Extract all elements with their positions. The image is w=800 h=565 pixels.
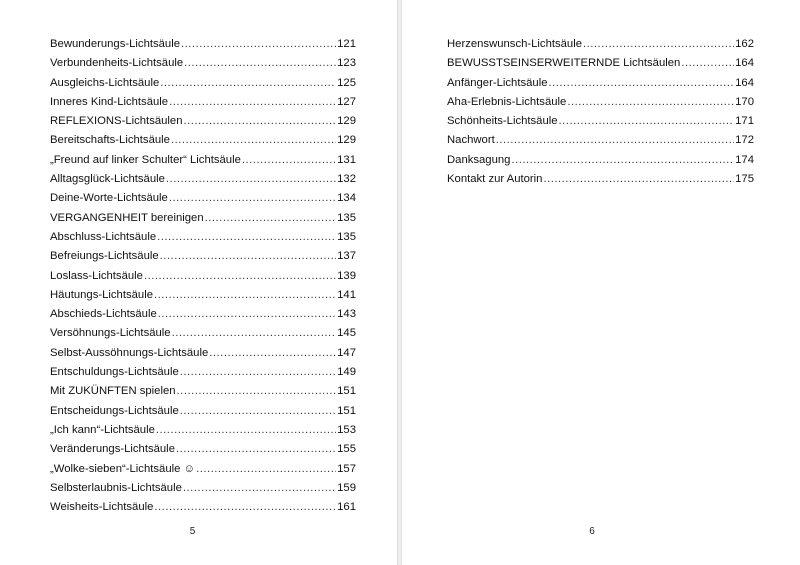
- toc-entry-page: 157: [337, 462, 356, 475]
- toc-entry: [50, 479, 356, 498]
- toc-entry-title: Selbsterlaubnis-Lichtsäule: [50, 481, 182, 494]
- toc-entry-title: Versöhnungs-Lichtsäule: [50, 327, 171, 340]
- toc-entry: [50, 421, 356, 440]
- toc-entry-page: 145: [337, 327, 356, 340]
- toc-entry-title: „Wolke-sieben“-Lichtsäule ☺: [50, 462, 196, 475]
- toc-dot-leader: [158, 305, 336, 324]
- toc-entry-title: REFLEXIONS-Lichtsäulen: [50, 115, 183, 128]
- toc-entry: [447, 74, 754, 93]
- toc-entry: [447, 93, 754, 112]
- toc-entry: [50, 189, 356, 208]
- toc-dot-leader: [496, 131, 734, 150]
- toc-dot-leader: [511, 151, 734, 170]
- toc-dot-leader: [559, 112, 735, 131]
- left-page: [0, 0, 397, 565]
- toc-entry: [50, 131, 356, 150]
- toc-entry-page: 137: [337, 250, 356, 263]
- toc-entry-title: Selbst-Aussöhnungs-Lichtsäule: [50, 346, 209, 359]
- toc-entry-page: 159: [337, 481, 356, 494]
- toc-entry-title: „Ich kann“-Lichtsäule: [50, 423, 155, 436]
- toc-dot-leader: [160, 247, 337, 266]
- toc-entry-page: 123: [337, 57, 356, 70]
- toc-entry: [50, 54, 356, 73]
- toc-entry-page: 121: [337, 38, 356, 50]
- toc-dot-leader: [171, 131, 336, 150]
- toc-entry-page: 172: [735, 134, 754, 147]
- toc-entry-page: 170: [735, 95, 754, 108]
- toc-entry: [50, 402, 356, 421]
- toc-dot-leader: [154, 498, 336, 517]
- toc-dot-leader: [157, 228, 336, 247]
- toc-dot-leader: [196, 460, 336, 479]
- toc-entry: [447, 170, 754, 189]
- toc-entry-title: Veränderungs-Lichtsäule: [50, 443, 175, 456]
- toc-entry-page: 155: [337, 443, 356, 456]
- toc-entry-title: Befreiungs-Lichtsäule: [50, 250, 159, 263]
- toc-entry-page: 164: [735, 76, 754, 89]
- toc-entry-page: 174: [735, 153, 754, 166]
- toc-entry: [447, 131, 754, 150]
- toc-dot-leader: [205, 209, 337, 228]
- toc-entry-page: 161: [337, 501, 356, 514]
- toc-entry: [447, 35, 754, 54]
- toc-entry-title: „Freund auf linker Schulter“ Lichtsäule: [50, 153, 241, 166]
- toc-entry: [50, 247, 356, 266]
- toc-entry: [50, 286, 356, 305]
- toc-dot-leader: [176, 440, 336, 459]
- toc-dot-leader: [583, 35, 734, 54]
- toc-entry-page: 143: [337, 308, 356, 321]
- toc-dot-leader: [548, 74, 734, 93]
- page-number-left: 5: [189, 526, 196, 537]
- toc-entry-title: VERGANGENHEIT bereinigen: [50, 211, 204, 224]
- toc-dot-leader: [180, 402, 336, 421]
- toc-entry-title: Danksagung: [447, 153, 511, 166]
- toc-entry-title: Nachwort: [447, 134, 495, 147]
- toc-entry-title: Mit ZUKÜNFTEN spielen: [50, 385, 176, 398]
- toc-dot-leader: [144, 267, 336, 286]
- toc-entry-page: 135: [337, 211, 356, 224]
- toc-entry-title: Ausgleichs-Lichtsäule: [50, 76, 160, 89]
- toc-entry: [50, 498, 356, 517]
- toc-entry-page: 164: [735, 57, 754, 70]
- toc-entry: [50, 267, 356, 286]
- toc-entry-title: BEWUSSTSEINSERWEITERNDE Lichtsäulen: [447, 57, 681, 70]
- toc-entry-title: Entschuldungs-Lichtsäule: [50, 366, 179, 379]
- toc-entry-page: 141: [337, 288, 356, 301]
- toc-entry-page: 129: [337, 134, 356, 147]
- toc-dot-leader: [172, 324, 337, 343]
- toc-dot-leader: [180, 363, 336, 382]
- toc-dot-leader: [154, 286, 336, 305]
- toc-entry-page: 175: [735, 173, 754, 186]
- toc-entry-page: 132: [337, 173, 356, 186]
- toc-dot-leader: [183, 479, 336, 498]
- toc-dot-leader: [183, 112, 336, 131]
- toc-entry-title: Bewunderungs-Lichtsäule: [50, 38, 180, 50]
- toc-entry: [50, 209, 356, 228]
- toc-entry-page: 171: [735, 115, 754, 128]
- toc-dot-leader: [169, 189, 336, 208]
- toc-entry: [50, 93, 356, 112]
- toc-entry: [447, 54, 754, 73]
- toc-entry: [50, 324, 356, 343]
- toc-entry: [50, 170, 356, 189]
- toc-entry-page: 131: [337, 153, 356, 166]
- toc-entry-title: Abschieds-Lichtsäule: [50, 308, 157, 321]
- toc-entry-title: Inneres Kind-Lichtsäule: [50, 95, 169, 108]
- toc-entry-page: 139: [337, 269, 356, 282]
- toc-entry-title: Weisheits-Lichtsäule: [50, 501, 154, 514]
- toc-entry-title: Verbundenheits-Lichtsäule: [50, 57, 184, 70]
- toc-entry: [50, 344, 356, 363]
- toc-list-left: [50, 35, 356, 517]
- toc-dot-leader: [166, 170, 336, 189]
- toc-entry-page: 149: [337, 366, 356, 379]
- toc-entry-page: 125: [337, 76, 356, 89]
- toc-entry: [50, 440, 356, 459]
- toc-entry-page: 162: [735, 38, 754, 50]
- toc-entry-page: 151: [337, 404, 356, 417]
- toc-entry-page: 134: [337, 192, 356, 205]
- toc-entry-title: Häutungs-Lichtsäule: [50, 288, 153, 301]
- toc-dot-leader: [156, 421, 336, 440]
- toc-dot-leader: [242, 151, 336, 170]
- toc-entry: [447, 112, 754, 131]
- toc-entry-title: Aha-Erlebnis-Lichtsäule: [447, 95, 567, 108]
- toc-entry-title: Herzenswunsch-Lichtsäule: [447, 38, 582, 50]
- toc-dot-leader: [169, 93, 336, 112]
- toc-dot-leader: [181, 35, 336, 54]
- toc-entry-page: 127: [337, 95, 356, 108]
- toc-entry-title: Schönheits-Lichtsäule: [447, 115, 558, 128]
- toc-dot-leader: [681, 54, 734, 73]
- toc-dot-leader: [177, 382, 337, 401]
- toc-entry-title: Alltagsglück-Lichtsäule: [50, 173, 165, 186]
- toc-entry: [50, 151, 356, 170]
- toc-list-right: [447, 35, 754, 189]
- right-page: [402, 0, 800, 565]
- toc-entry: [50, 228, 356, 247]
- toc-entry: [50, 112, 356, 131]
- toc-entry: [447, 151, 754, 170]
- toc-entry-title: Deine-Worte-Lichtsäule: [50, 192, 168, 205]
- toc-dot-leader: [209, 344, 336, 363]
- toc-entry: [50, 460, 356, 479]
- toc-entry-page: 153: [337, 423, 356, 436]
- toc-entry: [50, 382, 356, 401]
- toc-entry: [50, 35, 356, 54]
- toc-entry: [50, 305, 356, 324]
- toc-entry-title: Abschluss-Lichtsäule: [50, 230, 157, 243]
- toc-entry-title: Bereitschafts-Lichtsäule: [50, 134, 170, 147]
- toc-entry-page: 129: [337, 115, 356, 128]
- toc-entry: [50, 363, 356, 382]
- toc-entry-title: Loslass-Lichtsäule: [50, 269, 143, 282]
- toc-entry-title: Anfänger-Lichtsäule: [447, 76, 548, 89]
- toc-dot-leader: [184, 54, 336, 73]
- toc-dot-leader: [567, 93, 734, 112]
- toc-entry-title: Entscheidungs-Lichtsäule: [50, 404, 179, 417]
- toc-entry-page: 135: [337, 230, 356, 243]
- toc-entry-page: 147: [337, 346, 356, 359]
- toc-entry-title: Kontakt zur Autorin: [447, 173, 543, 186]
- toc-dot-leader: [160, 74, 336, 93]
- toc-entry: [50, 74, 356, 93]
- page-number-right: 6: [589, 526, 595, 537]
- toc-dot-leader: [543, 170, 734, 189]
- toc-entry-page: 151: [337, 385, 356, 398]
